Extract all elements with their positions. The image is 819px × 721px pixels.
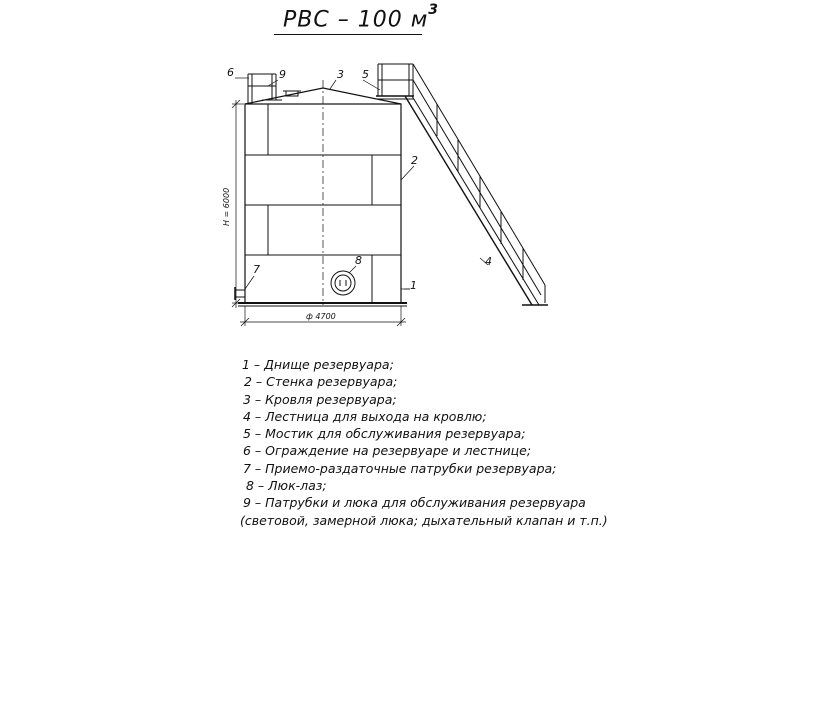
legend-item-8: 8 – Люк-лаз;	[246, 478, 327, 494]
callout-5: 5	[362, 68, 369, 81]
callout-4: 4	[485, 255, 492, 268]
callout-9: 9	[279, 68, 286, 81]
receiving-nozzle	[235, 287, 245, 300]
callout-8: 8	[355, 254, 362, 267]
legend-item-2: 2 – Стенка резервуара;	[244, 374, 398, 390]
callout-6: 6	[227, 66, 234, 79]
legend-item-7: 7 – Приемо-раздаточные патрубки резервуара;	[243, 460, 557, 476]
title-superscript: 3	[428, 2, 440, 18]
legend-item-1: 1 – Днище резервуара;	[242, 357, 394, 372]
callout-3: 3	[337, 68, 344, 81]
left-railing	[248, 74, 282, 104]
callout-1: 1	[410, 279, 417, 292]
callout-2: 2	[411, 154, 418, 167]
height-dimension	[232, 100, 244, 308]
callout-7: 7	[253, 263, 260, 276]
diameter-label: ф 4700	[306, 312, 336, 321]
height-label: H = 6000	[222, 187, 231, 226]
legend-item-6: 6 – Ограждение на резервуаре и лестнице;	[243, 443, 532, 459]
legend	[240, 356, 608, 529]
staircase	[405, 64, 548, 305]
legend-item-9-note: (световой, замерной люка; дыхательный клапан и т.п.)	[240, 512, 608, 528]
legend-item-5: 5 – Мостик для обслуживания резервуара;	[243, 426, 526, 442]
title-text: РВС – 100 м	[283, 7, 429, 33]
legend-item-9: 9 – Патрубки и люка для обслуживания резервуара	[243, 495, 586, 511]
right-platform	[376, 64, 414, 99]
legend-item-3: 3 – Кровля резервуара;	[243, 391, 397, 407]
legend-item-4: 4 – Лестница для выхода на кровлю;	[243, 408, 487, 424]
